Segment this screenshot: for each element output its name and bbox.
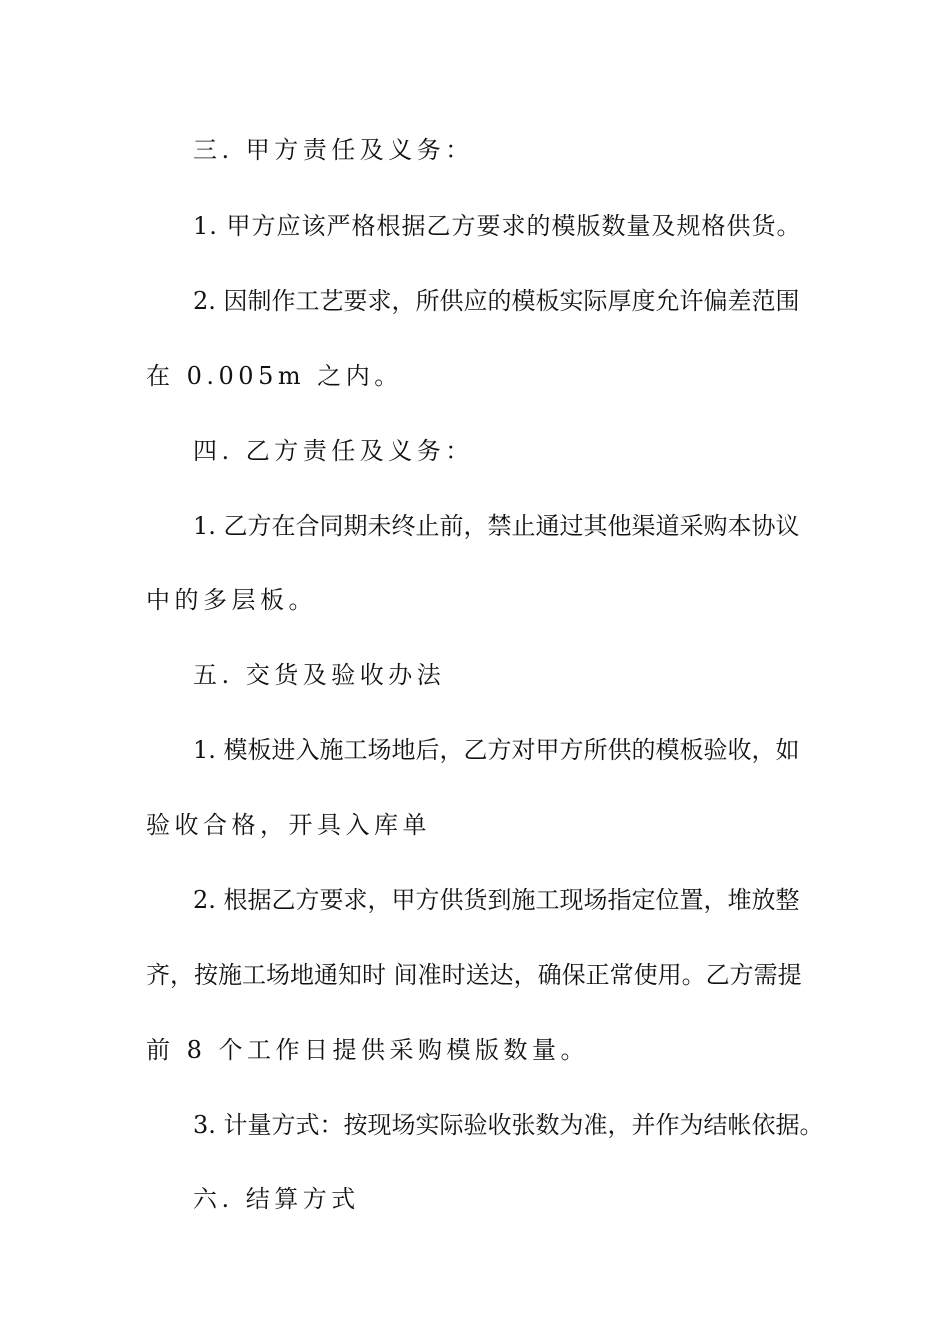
paragraph-line: 前 8 个工作日提供采购模版数量。 [146,1036,590,1064]
paragraph-line: 齐，按施工场地通知时 间准时送达，确保正常使用。乙方需提 [146,961,802,989]
section-heading-6: 六. 结算方式 [193,1185,360,1213]
paragraph-line: 2. 因制作工艺要求，所供应的模板实际厚度允许偏差范围 [193,287,800,315]
paragraph-line: 1. 乙方在合同期未终止前，禁止通过其他渠道采购本协议 [193,512,800,540]
paragraph-line: 在 0.005m 之内。 [146,362,403,390]
section-heading-5: 五. 交货及验收办法 [193,661,446,689]
paragraph-line: 2. 根据乙方要求，甲方供货到施工现场指定位置，堆放整 [193,886,800,914]
paragraph-line: 1. 模板进入施工场地后，乙方对甲方所供的模板验收，如 [193,736,800,764]
paragraph-line: 验收合格，开具入库单 [146,811,431,839]
paragraph-line: 1. 甲方应该严格根据乙方要求的模版数量及规格供货。 [193,212,802,240]
paragraph-line: 3. 计量方式：按现场实际验收张数为准，并作为结帐依据。 [193,1111,824,1139]
section-heading-4: 四. 乙方责任及义务： [193,437,474,465]
paragraph-line: 中的多层板。 [146,586,317,614]
section-heading-3: 三. 甲方责任及义务： [193,136,474,164]
